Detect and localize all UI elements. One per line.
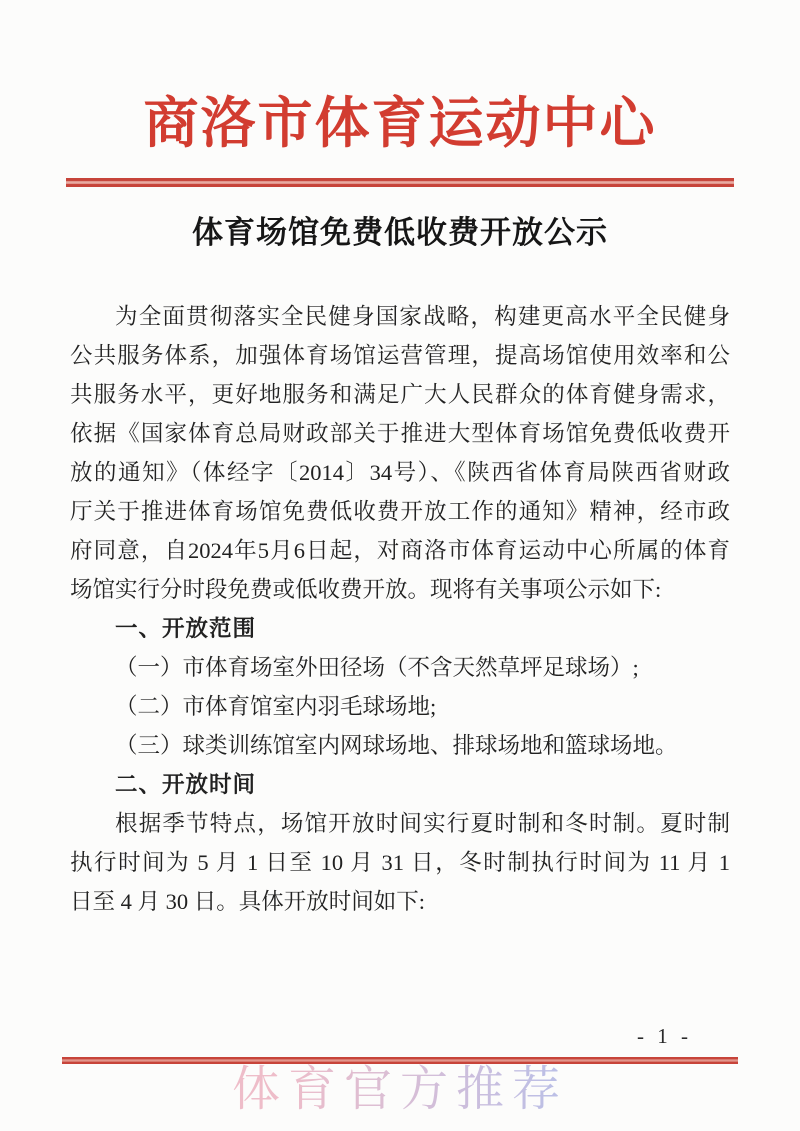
body-line: 为全面贯彻落实全民健身国家战略，构建更高水平全民健身	[115, 304, 730, 329]
body-line: 放的通知》（体经字〔2014〕34号）、《陕西省体育局陕西省财政	[70, 460, 730, 485]
body-line: 场馆实行分时段免费或低收费开放。现将有关事项公示如下:	[70, 577, 662, 602]
document-title: 体育场馆免费低收费开放公示	[192, 215, 608, 250]
body-line: 执行时间为 5 月 1 日至 10 月 31 日，冬时制执行时间为 11 月 1	[70, 850, 730, 875]
letterhead-title: 商洛市体育运动中心	[143, 93, 657, 154]
footer-rule	[62, 1057, 738, 1064]
document-body	[70, 297, 730, 921]
body-line: 公共服务体系，加强体育场馆运营管理，提高场馆使用效率和公	[70, 343, 730, 368]
body-line: （三）球类训练馆室内网球场地、排球场地和篮球场地。	[115, 733, 678, 758]
letterhead-rule	[66, 178, 734, 187]
body-line: 厅关于推进体育场馆免费低收费开放工作的通知》精神，经市政	[70, 499, 730, 524]
body-line: （二）市体育馆室内羽毛球场地;	[115, 694, 437, 719]
body-line: 日至 4 月 30 日。具体开放时间如下:	[70, 889, 426, 914]
body-line: 根据季节特点，场馆开放时间实行夏时制和冬时制。夏时制	[115, 811, 730, 836]
body-line: （一）市体育场室外田径场（不含天然草坪足球场）;	[115, 655, 639, 680]
body-line: 府同意，自2024年5月6日起，对商洛市体育运动中心所属的体育	[70, 538, 730, 563]
section-heading: 二、开放时间	[115, 772, 257, 797]
watermark-text: 体育官方推荐	[0, 1061, 800, 1119]
body-line: 依据《国家体育总局财政部关于推进大型体育场馆免费低收费开	[70, 421, 730, 446]
body-line: 共服务水平，更好地服务和满足广大人民群众的体育健身需求，	[70, 382, 730, 407]
section-heading: 一、开放范围	[115, 616, 257, 641]
page-number: - 1 -	[637, 1024, 692, 1048]
